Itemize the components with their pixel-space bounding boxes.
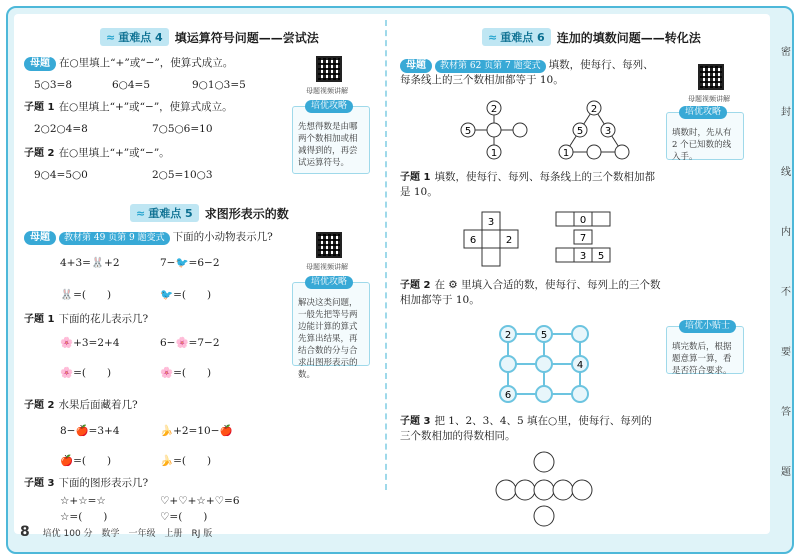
sub-label: 子题 2: [24, 148, 55, 159]
sub-r1: [400, 170, 662, 199]
mother-label: 母题: [24, 231, 56, 245]
sub-4: [24, 398, 138, 413]
section-5-tag: ≈ 重难点 5: [130, 204, 199, 222]
grid1-num-3: 2: [505, 235, 513, 246]
seal-char: 密: [781, 46, 791, 58]
gear-puzzle-figure: [494, 322, 594, 406]
sub-5: [24, 476, 148, 491]
tip-box-2: [292, 277, 370, 380]
tip-title: 培优攻略: [305, 100, 353, 113]
cross-num-2: 2: [490, 104, 498, 115]
page: [14, 14, 770, 534]
source-tag: 教材第 49 页第 9 题变式: [59, 232, 170, 245]
mother-3: [400, 58, 662, 87]
seal-char: 线: [781, 166, 791, 178]
column-divider: [385, 20, 387, 490]
tip-text: 先想得数是由哪两个数相加或相减得到的，再尝试运算符号。: [298, 122, 358, 168]
mother-label: 母题: [24, 57, 56, 71]
mother-label: 母题: [400, 59, 432, 73]
mother-3-text: 填数，使每行、每列、每条线上的三个数相加都等于 10。: [400, 59, 654, 86]
tip-title: 培优攻略: [305, 276, 353, 289]
sub-5-text: 下面的图形表示几?: [58, 477, 149, 489]
tip-box-4: [666, 321, 744, 376]
mother-2-text: 下面的小动物表示几?: [172, 231, 273, 243]
mother-2-eq-4: 🐦=( ): [160, 289, 212, 301]
mother-puzzle-figure: [456, 100, 676, 160]
sub-5-eq-4: ♡=( ): [160, 511, 208, 523]
footer-text: 培优 100 分 数学 一年级 上册 RJ 版: [42, 529, 213, 539]
seal-char: 要: [781, 346, 791, 358]
sub-r1-text: 填数，使每行、每列、每条线上的三个数相加都是 10。: [400, 171, 655, 198]
tip-title: 培优小贴士: [679, 320, 736, 333]
tri-num-1: 2: [590, 104, 598, 115]
sub-label: 子题 1: [24, 102, 55, 113]
qr-code[interactable]: [698, 64, 724, 90]
mother-2: [24, 230, 273, 245]
mother-2-eq-2: 7−🐦=6−2: [160, 257, 220, 269]
sub-label: 子题 3: [24, 478, 55, 489]
sub-label: 子题 2: [24, 400, 55, 411]
sub-r3-text: 把 1、2、3、4、5 填在○里，使每行、每列的三个数相加的得数相同。: [400, 415, 652, 442]
sub-r2-text: 在 ⚙ 里填入合适的数，使每行、每列上的三个数相加都等于 10。: [400, 279, 661, 306]
section-4-title: 填运算符号问题——尝试法: [174, 30, 319, 45]
sub-3-eq-1: 🌸+3=2+4: [60, 337, 120, 349]
grid-puzzle-figure: [456, 208, 626, 272]
section-4-header: [100, 28, 319, 46]
sub-2-eq-1: 9○4=5○0: [34, 169, 88, 181]
qr-label: 母题视频讲解: [306, 87, 348, 95]
grid1-num-1: 3: [487, 217, 495, 228]
sub-2-eq-2: 2○5=10○3: [152, 169, 213, 181]
sub-3-eq-3: 🌸=( ): [60, 367, 112, 379]
sub-3-text: 下面的花儿表示几?: [58, 313, 149, 325]
sub-3: [24, 312, 148, 327]
grid2-num-4: 5: [597, 251, 605, 262]
sub-2: [24, 146, 170, 161]
tip-text: 填完数后，根据题意算一算，看是否符合要求。: [672, 342, 732, 376]
page-footer: [20, 524, 212, 540]
cross-circles-figure: [494, 450, 594, 530]
tri-num-4: 1: [562, 148, 570, 159]
tip-box-1: [292, 101, 370, 174]
qr-label: 母题视频讲解: [688, 95, 730, 103]
sub-4-eq-3: 🍎=( ): [60, 455, 112, 467]
section-6-header: [482, 28, 701, 46]
mother-1-eq-1: 5○3=8: [34, 79, 73, 91]
sub-3-eq-4: 🌸=( ): [160, 367, 212, 379]
sub-5-eq-2: ♡+♡+☆+♡=6: [160, 495, 240, 507]
page-number: 8: [20, 524, 30, 540]
section-4-tag: ≈ 重难点 4: [100, 28, 169, 46]
sub-4-text: 水果后面藏着几?: [58, 399, 138, 411]
sub-label: 子题 3: [400, 416, 431, 427]
gear-num-2: 5: [540, 330, 548, 341]
section-6-title: 连加的填数问题——转化法: [556, 30, 701, 45]
grid1-num-2: 6: [469, 235, 477, 246]
sub-2-text: 在○里填上“+”或“−”。: [58, 147, 170, 159]
grid2-num-1: 0: [579, 215, 587, 226]
sub-5-eq-1: ☆+☆=☆: [60, 495, 106, 507]
gear-num-3: 4: [576, 360, 584, 371]
sub-4-eq-1: 8−🍎=3+4: [60, 425, 120, 437]
seal-char: 不: [781, 286, 791, 298]
qr-label: 母题视频讲解: [306, 263, 348, 271]
sub-4-eq-4: 🍌=( ): [160, 455, 212, 467]
seal-char: 封: [781, 106, 791, 118]
tip-text: 解决这类问题，一般先把等号两边能计算的算式先算出结果，再结合数的分与合求出图形表示的数。: [298, 298, 358, 380]
seal-line-text: [778, 20, 794, 500]
sub-4-eq-2: 🍌+2=10−🍎: [160, 425, 233, 437]
sub-label: 子题 2: [400, 280, 431, 291]
sub-1-eq-2: 7○5○6=10: [152, 123, 213, 135]
sub-1: [24, 100, 233, 115]
sub-1-eq-1: 2○2○4=8: [34, 123, 88, 135]
section-6-tag: ≈ 重难点 6: [482, 28, 551, 46]
tip-title: 培优攻略: [679, 106, 727, 119]
grid2-num-3: 3: [579, 251, 587, 262]
seal-char: 题: [781, 466, 791, 478]
mother-1-text: 在○里填上“+”或“−”，使算式成立。: [59, 57, 234, 69]
tri-num-3: 3: [604, 126, 612, 137]
cross-num-3: 1: [490, 148, 498, 159]
sub-label: 子题 1: [24, 314, 55, 325]
mother-1-eq-3: 9○1○3=5: [192, 79, 246, 91]
mother-2-eq-1: 4+3=🐰+2: [60, 257, 120, 269]
gear-num-4: 6: [504, 390, 512, 401]
seal-char: 内: [781, 226, 791, 238]
qr-code[interactable]: [316, 56, 342, 82]
qr-code[interactable]: [316, 232, 342, 258]
cross-num-1: 5: [464, 126, 472, 137]
gear-num-1: 2: [504, 330, 512, 341]
sub-r2: [400, 278, 662, 307]
sub-1-text: 在○里填上“+”或“−”，使算式成立。: [58, 101, 233, 113]
tip-text: 填数时，先从有 2 个已知数的线入手。: [672, 128, 732, 162]
section-5-header: [130, 204, 289, 222]
source-tag: 教材第 62 页第 7 题变式: [435, 60, 546, 73]
tip-box-3: [666, 107, 744, 162]
seal-char: 答: [781, 406, 791, 418]
mother-1-eq-2: 6○4=5: [112, 79, 151, 91]
mother-1: [24, 56, 233, 71]
tri-num-2: 5: [576, 126, 584, 137]
mother-2-eq-3: 🐰=( ): [60, 289, 112, 301]
sub-5-eq-3: ☆=( ): [60, 511, 108, 523]
sub-label: 子题 1: [400, 172, 431, 183]
sub-3-eq-2: 6−🌸=7−2: [160, 337, 220, 349]
grid2-num-2: 7: [579, 233, 587, 244]
sub-r3: [400, 414, 662, 443]
section-5-title: 求图形表示的数: [204, 206, 289, 221]
